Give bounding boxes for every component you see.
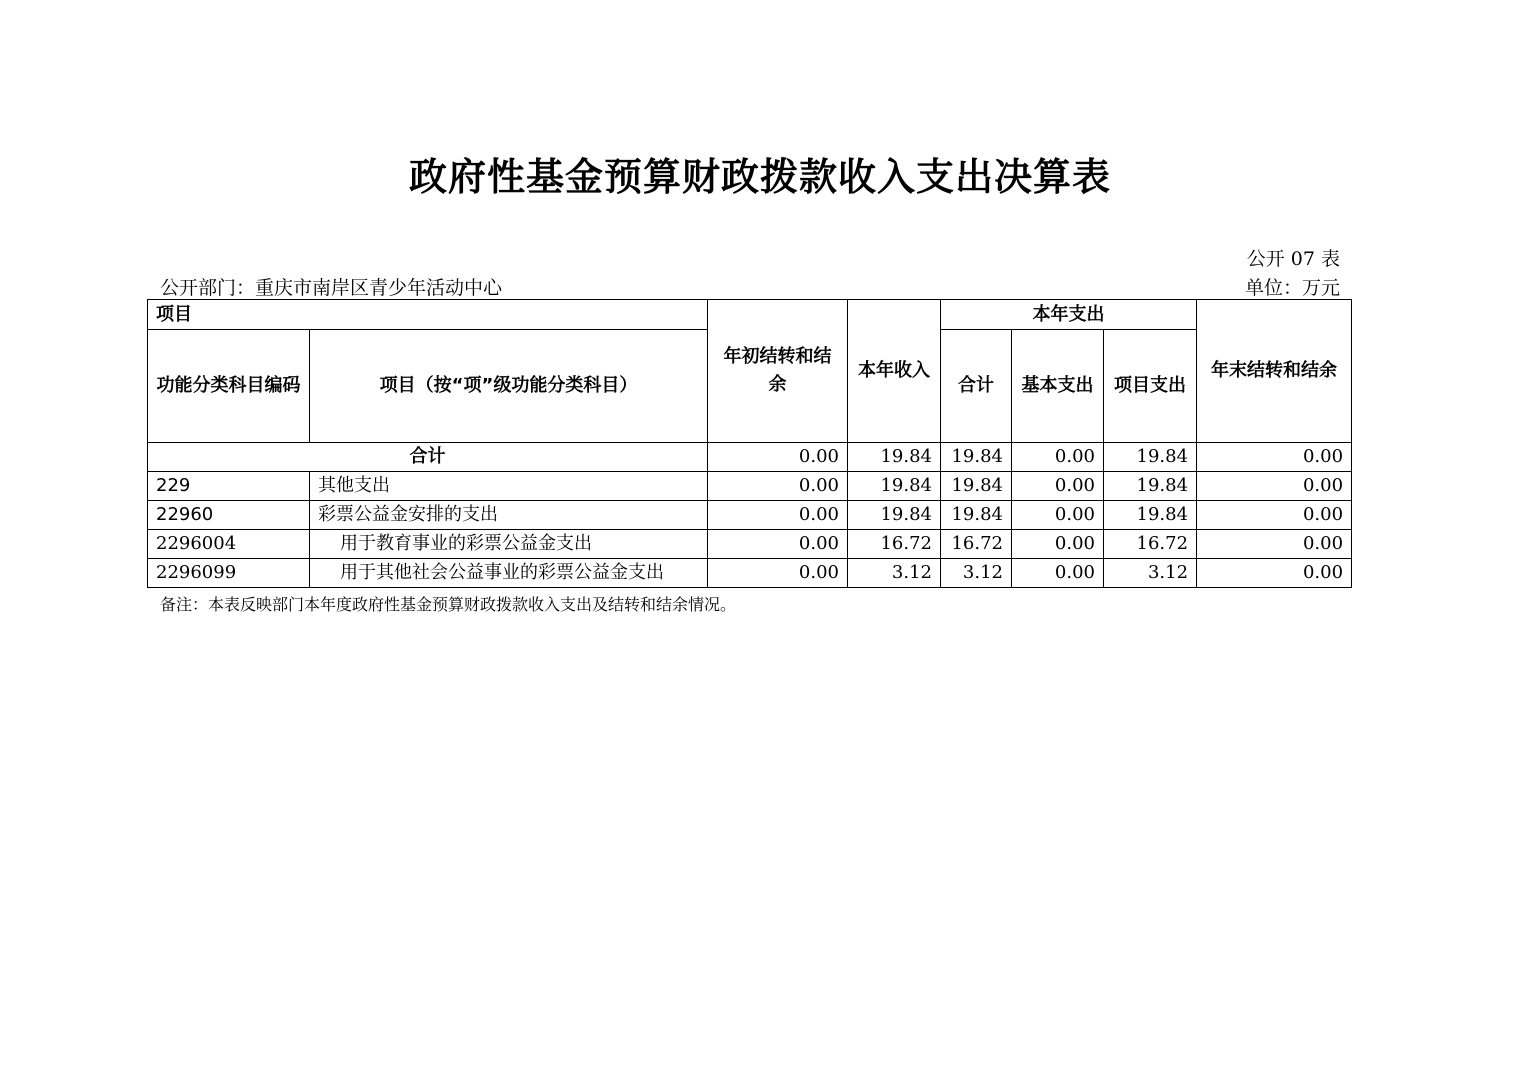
cell-income: 19.84	[848, 501, 941, 530]
cell-name: 其他支出	[310, 472, 708, 501]
header-item: 项目	[148, 300, 708, 330]
cell-expense-basic: 0.00	[1012, 443, 1104, 472]
cell-income: 16.72	[848, 530, 941, 559]
cell-expense-basic: 0.00	[1012, 559, 1104, 588]
cell-name: 用于其他社会公益事业的彩票公益金支出	[310, 559, 708, 588]
cell-expense-project: 3.12	[1104, 559, 1197, 588]
cell-end-balance: 0.00	[1197, 472, 1352, 501]
cell-begin-balance: 0.00	[708, 559, 848, 588]
cell-end-balance: 0.00	[1197, 501, 1352, 530]
header-code: 功能分类科目编码	[148, 330, 310, 443]
header-expense-total: 合计	[941, 330, 1012, 443]
budget-table	[147, 299, 1352, 588]
cell-end-balance: 0.00	[1197, 559, 1352, 588]
cell-expense-basic: 0.00	[1012, 530, 1104, 559]
header-expense-group: 本年支出	[941, 300, 1197, 330]
header-end-balance: 年末结转和结余	[1197, 300, 1352, 443]
cell-end-balance: 0.00	[1197, 443, 1352, 472]
cell-income: 19.84	[848, 472, 941, 501]
cell-income: 19.84	[848, 443, 941, 472]
cell-begin-balance: 0.00	[708, 472, 848, 501]
cell-expense-total: 3.12	[941, 559, 1012, 588]
header-expense-project: 项目支出	[1104, 330, 1197, 443]
table-row	[148, 530, 1352, 559]
cell-expense-basic: 0.00	[1012, 472, 1104, 501]
total-row	[148, 443, 1352, 472]
cell-expense-total: 16.72	[941, 530, 1012, 559]
footnote: 备注：本表反映部门本年度政府性基金预算财政拨款收入支出及结转和结余情况。	[160, 595, 737, 614]
cell-expense-project: 19.84	[1104, 472, 1197, 501]
table-row	[148, 501, 1352, 530]
cell-begin-balance: 0.00	[708, 443, 848, 472]
cell-begin-balance: 0.00	[708, 530, 848, 559]
cell-code: 2296099	[148, 559, 310, 588]
cell-code: 2296004	[148, 530, 310, 559]
cell-income: 3.12	[848, 559, 941, 588]
cell-name: 用于教育事业的彩票公益金支出	[310, 530, 708, 559]
form-number: 公开 07 表	[1246, 248, 1340, 270]
cell-code: 22960	[148, 501, 310, 530]
header-expense-basic: 基本支出	[1012, 330, 1104, 443]
cell-expense-project: 16.72	[1104, 530, 1197, 559]
department-label: 公开部门：重庆市南岸区青少年活动中心	[160, 277, 503, 299]
header-name: 项目（按“项”级功能分类科目）	[310, 330, 708, 443]
cell-expense-basic: 0.00	[1012, 501, 1104, 530]
table-row	[148, 472, 1352, 501]
cell-expense-total: 19.84	[941, 472, 1012, 501]
page-title: 政府性基金预算财政拨款收入支出决算表	[408, 154, 1111, 199]
cell-name: 彩票公益金安排的支出	[310, 501, 708, 530]
header-income: 本年收入	[848, 300, 941, 443]
table-row	[148, 559, 1352, 588]
cell-begin-balance: 0.00	[708, 501, 848, 530]
cell-expense-total: 19.84	[941, 501, 1012, 530]
cell-code: 229	[148, 472, 310, 501]
cell-expense-total: 19.84	[941, 443, 1012, 472]
total-label: 合计	[148, 443, 708, 472]
cell-end-balance: 0.00	[1197, 530, 1352, 559]
header-begin-balance: 年初结转和结余	[708, 300, 848, 443]
cell-expense-project: 19.84	[1104, 443, 1197, 472]
cell-expense-project: 19.84	[1104, 501, 1197, 530]
unit-label: 单位：万元	[1244, 277, 1340, 299]
